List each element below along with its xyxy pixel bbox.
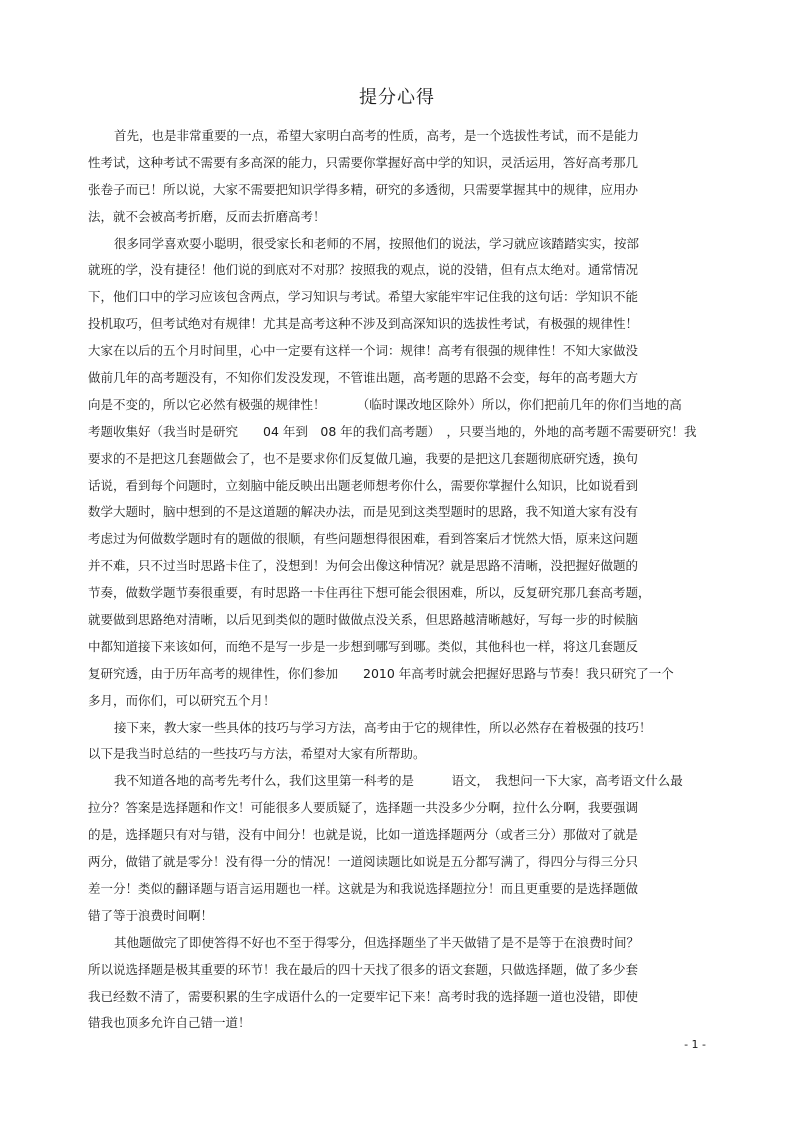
body-line: 考题收集好（我当时是研究 04 年到 08 年的我们高考题） ，只要当地的，外地的高考题不需要研究！我 (88, 423, 697, 439)
body-line: 差一分！类似的翻译题与语言运用题也一样。这就是为和我说选择题拉分！而且更重要的是选择题做 (88, 880, 639, 896)
body-line: 法，就不会被高考折磨，反而去折磨高考！ (88, 208, 326, 224)
body-line: 两分，做错了就是零分！没有得一分的情况！一道阅读题比如说是五分都写满了，得四分与得三分只 (88, 854, 639, 870)
body-line: 数学大题时，脑中想到的不是这道题的解决办法，而是见到这类型题时的思路，我不知道大家有没有 (88, 504, 639, 520)
body-line: 首先，也是非常重要的一点，希望大家明白高考的性质，高考，是一个选拔性考试，而不是能力 (114, 128, 640, 143)
body-line: 大家在以后的五个月时间里，心中一定要有这样一个词：规律！高考有很强的规律性！不知大家做没 (88, 343, 639, 359)
body-line: 性考试，这种考试不需要有多高深的能力，只需要你掌握好高中学的知识，灵活运用，答好高考那几 (88, 154, 639, 170)
body-line: 中都知道接下来该如何，而绝不是写一步是一步想到哪写到哪。类似，其他科也一样，将这几套题反 (88, 638, 639, 654)
body-line: 拉分？答案是选择题和作文！可能很多人要质疑了，选择题一共没多少分啊，拉什么分啊，我要强调 (88, 800, 639, 816)
body-line: 下，他们口中的学习应该包含两点，学习知识与考试。希望大家能牢牢记住我的这句话：学知识不能 (88, 289, 639, 305)
body-line: 我不知道各地的高考先考什么，我们这里第一科考的是 语文， 我想问一下大家，高考语文什么最 (114, 773, 683, 789)
body-line: 要求的不是把这几套题做会了，也不是要求你们反复做几遍，我要的是把这几套题彻底研究透，换句 (88, 450, 639, 466)
body-line: 张卷子而已！所以说，大家不需要把知识学得多精，研究的多透彻，只需要掌握其中的规律，应用办 (88, 181, 639, 197)
page-number: - 1 - (684, 1038, 706, 1051)
body-line: 其他题做完了即使答得不好也不至于得零分，但选择题坐了半天做错了是不是等于在浪费时间？ (114, 934, 640, 950)
body-line: 所以说选择题是极其重要的环节！我在最后的四十天找了很多的语文套题，只做选择题，做了多少套 (88, 961, 639, 977)
body-line: 节奏，做数学题节奏很重要，有时思路一卡住再往下想可能会很困难，所以，反复研究那几套高考题， (88, 585, 651, 601)
body-line: 错了等于浪费时间啊！ (88, 907, 214, 923)
body-line: 并不难，只不过当时思路卡住了，没想到！为何会出像这种情况？就是思路不清晰，没把握好做题的 (88, 558, 639, 574)
body-line: 投机取巧，但考试绝对有规律！尤其是高考这种不涉及到高深知识的选拔性考试，有极强的规律性！ (88, 316, 639, 332)
body-line: 就班的学，没有捷径！他们说的到底对不对那？按照我的观点，说的没错，但有点太绝对。通常情况 (88, 262, 639, 278)
document-body (88, 123, 708, 1037)
body-line: 多月，而你们，可以研究五个月！ (88, 692, 276, 708)
document-title: 提分心得 (359, 87, 435, 108)
body-line: 的是，选择题只有对与错，没有中间分！也就是说，比如一道选择题两分（或者三分）那做对了就是 (88, 827, 639, 843)
body-line: 错我也顶多允许自己错一道！ (88, 1015, 251, 1031)
body-line: 做前几年的高考题没有，不知你们发没发现，不管谁出题，高考题的思路不会变，每年的高考题大方 (88, 370, 639, 386)
body-line: 就要做到思路绝对清晰，以后见到类似的题时做做点没关系，但思路越清晰越好，写每一步的时候脑 (88, 612, 639, 628)
body-line: 复研究透，由于历年高考的规律性，你们参加 2010 年高考时就会把握好思路与节奏！我只研究了一个 (88, 665, 674, 681)
body-line: 向是不变的，所以它必然有极强的规律性！ （临时课改地区除外）所以，你们把前几年的你们当地的高 (88, 396, 682, 412)
body-line: 很多同学喜欢耍小聪明，很受家长和老师的不屑，按照他们的说法，学习就应该踏踏实实，按部 (114, 235, 640, 251)
body-line: 接下来，教大家一些具体的技巧与学习方法，高考由于它的规律性，所以必然存在着极强的技巧！ (114, 719, 652, 735)
body-line: 我已经数不清了，需要积累的生字成语什么的一定要牢记下来！高考时我的选择题一道也没错，即使 (88, 988, 639, 1004)
body-line: 话说，看到每个问题时，立刻脑中能反映出出题老师想考你什么，需要你掌握什么知识，比如说看到 (88, 477, 639, 493)
body-line: 以下是我当时总结的一些技巧与方法，希望对大家有所帮助。 (88, 746, 426, 762)
body-line: 考虑过为何做数学题时有的题做的很顺，有些问题想得很困难，看到答案后才恍然大悟，原来这问题 (88, 531, 639, 547)
